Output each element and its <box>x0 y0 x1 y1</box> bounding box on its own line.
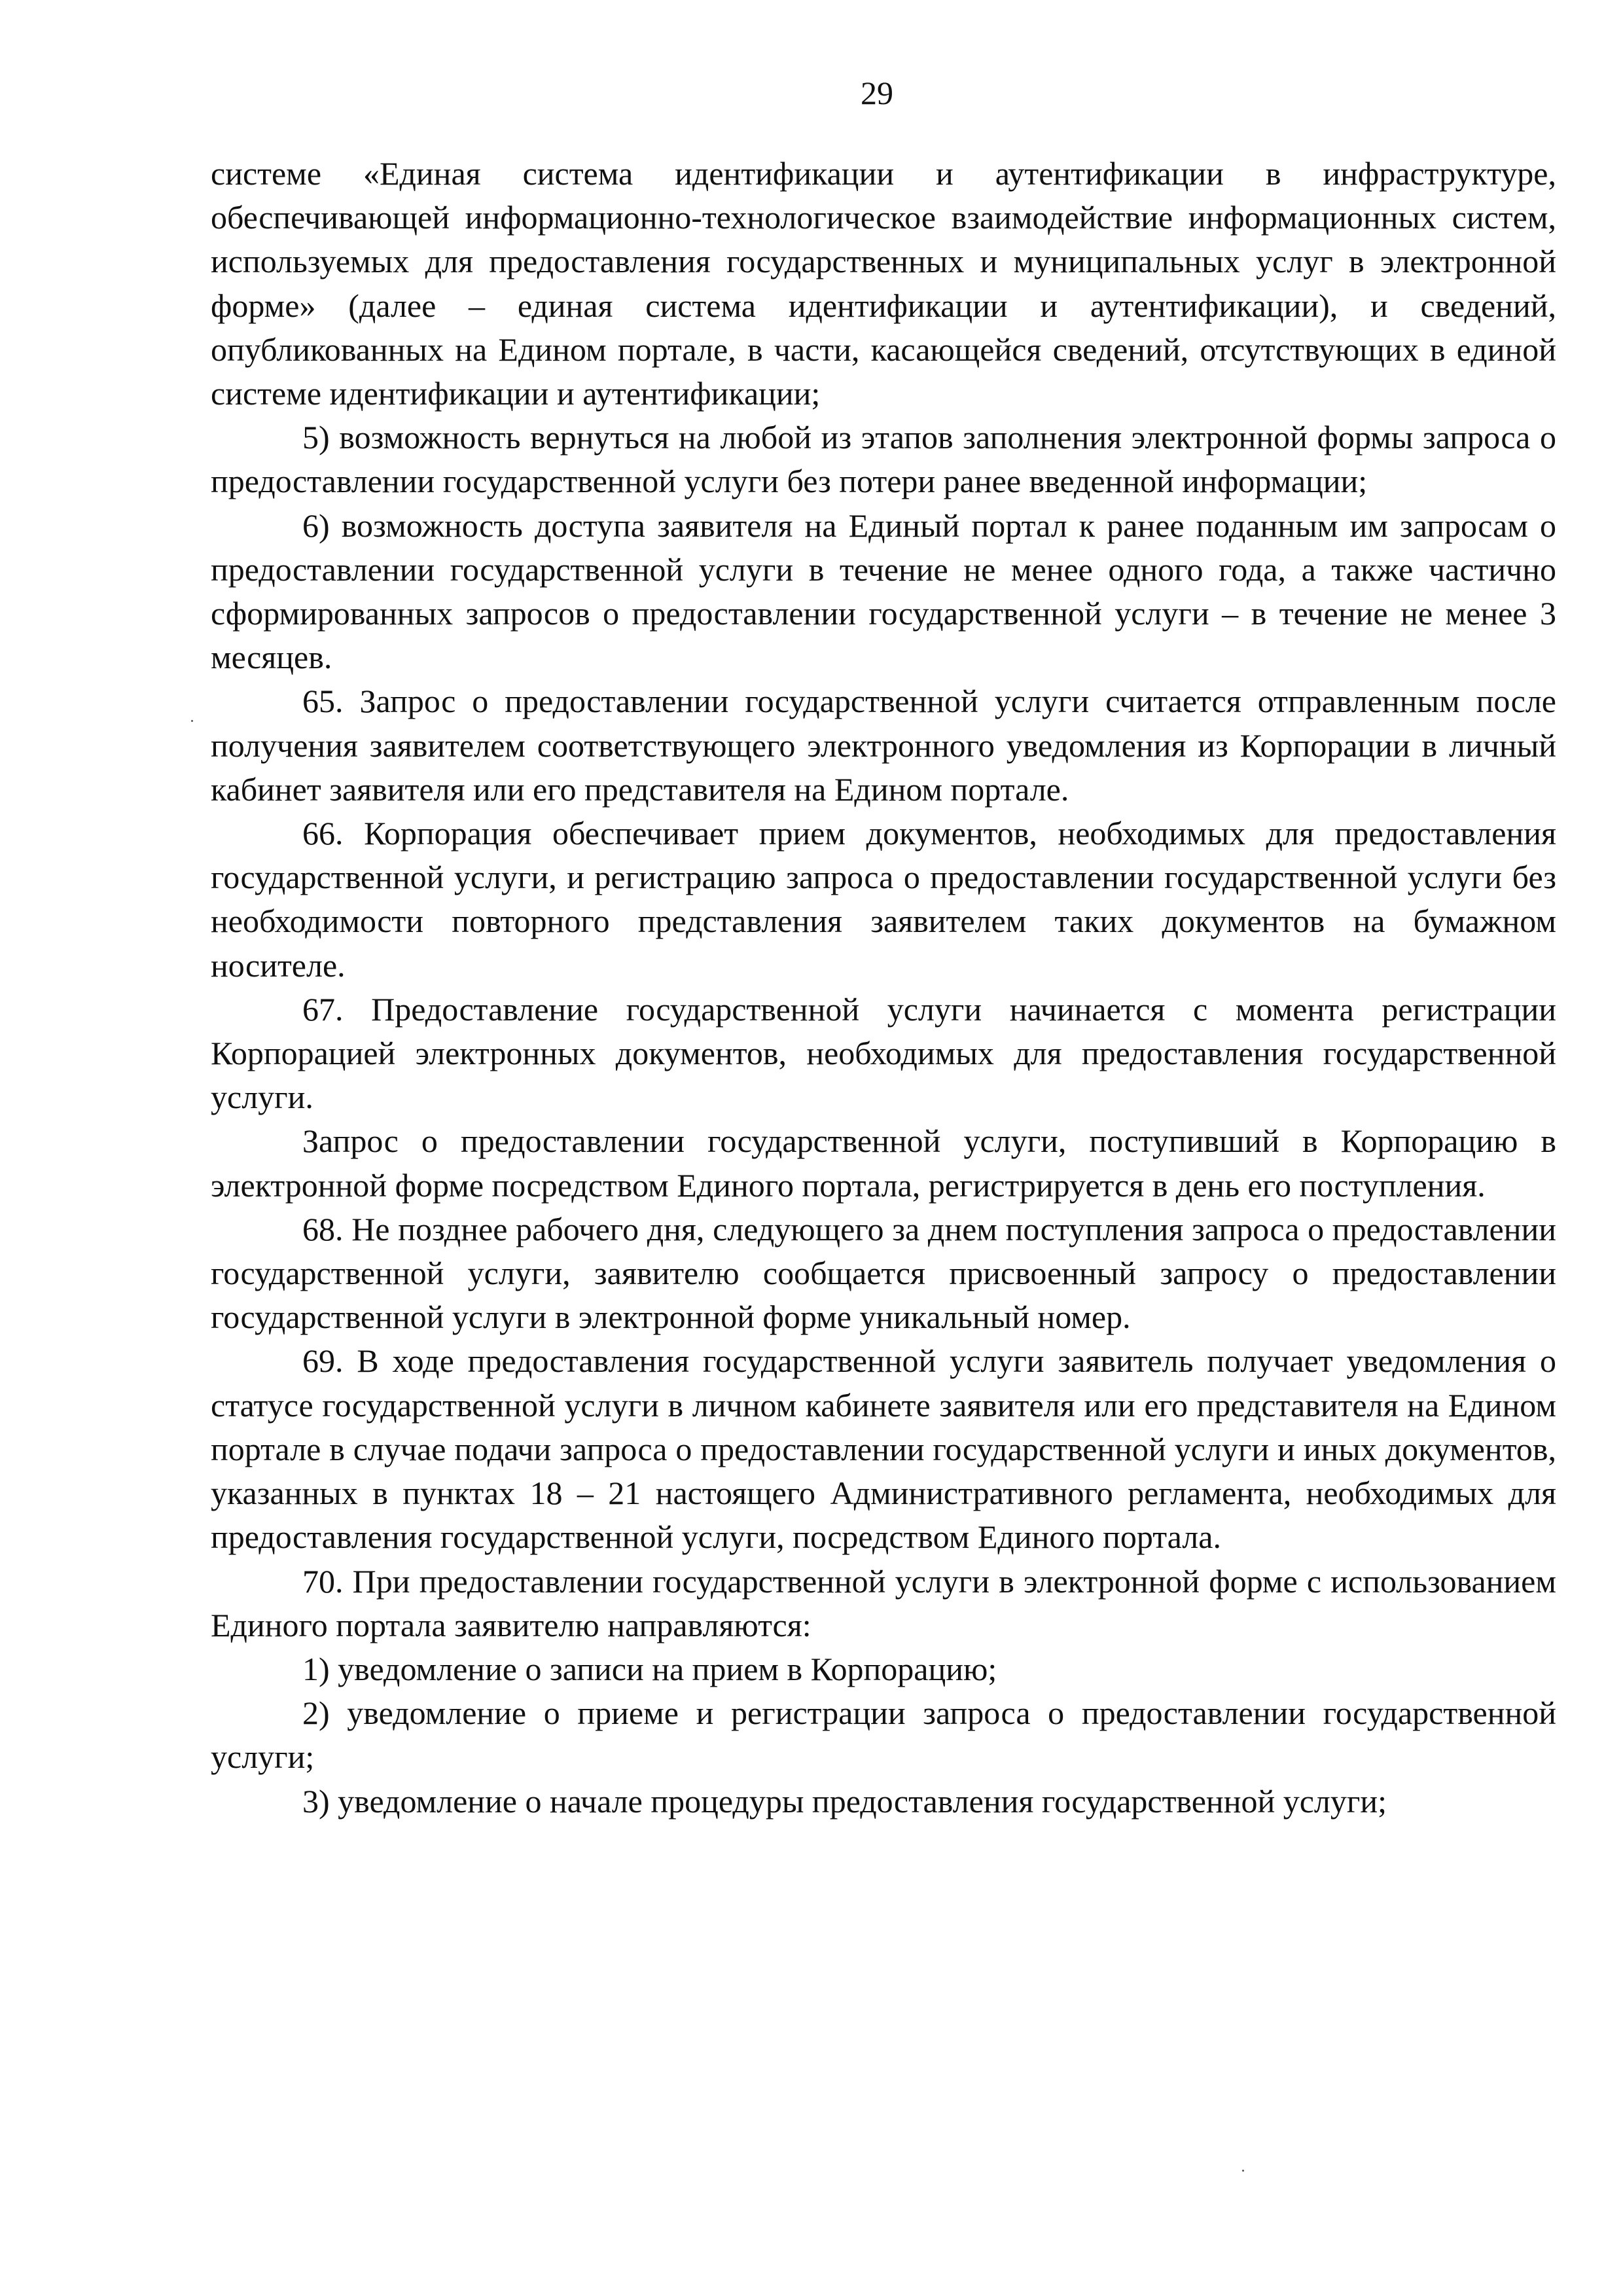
paragraph-70-item-1: 1) уведомление о записи на прием в Корпорацию; <box>302 1650 997 1687</box>
scan-speck <box>191 720 193 722</box>
paragraph-68: 68. Не позднее рабочего дня, следующего за днем поступления запроса о предоставлении государственной услуги, заявителю сообщается присвоенный запросу о предоставлении государственной услуги в электронной форме уникальный номер. <box>211 1210 1556 1336</box>
paragraph-67-request: Запрос о предоставлении государственной услуги, поступивший в Корпорацию в электронной форме посредством Единого портала, регистрируется в день его поступления. <box>211 1122 1556 1204</box>
paragraph-66: 66. Корпорация обеспечивает прием документов, необходимых для предоставления государственной услуги, и регистрацию запроса о предоставлении государственной услуги без необходимости повторного представления заявителем таких документов на бумажном носителе. <box>211 815 1556 984</box>
paragraph-70-item-3: 3) уведомление о начале процедуры предоставления государственной услуги; <box>302 1782 1387 1820</box>
scan-speck <box>1242 2170 1244 2172</box>
page-number: 29 <box>861 75 893 111</box>
paragraph-70-item-2: 2) уведомление о приеме и регистрации запроса о предоставлении государственной услуги; <box>211 1695 1556 1776</box>
paragraph-item-5: 5) возможность вернуться на любой из этапов заполнения электронной формы запроса о предоставлении государственной услуги без потери ранее введенной информации; <box>211 419 1556 500</box>
paragraph-67: 67. Предоставление государственной услуги начинается с момента регистрации Корпорацией электронных документов, необходимых для предоставления государственной услуги. <box>211 990 1556 1116</box>
paragraph-item-6: 6) возможность доступа заявителя на Единый портал к ранее поданным им запросам о предоставлении государственной услуги в течение не менее одного года, а также частично сформированных запросов о предоставлении государственной услуги – в течение не менее 3 месяцев. <box>211 507 1556 676</box>
paragraph-continuation: системе «Единая система идентификации и аутентификации в инфраструктуре, обеспечивающей информационно-технологическое взаимодействие информационных систем, используемых для предоставления государственных и муниципальных услуг в электронной форме» (далее – единая система идентификации и аутентификации), и сведений, опубликованных на Едином портале, в части, касающейся сведений, отсутствующих в единой системе идентификации и аутентификации; <box>211 155 1556 412</box>
paragraph-69: 69. В ходе предоставления государственной услуги заявитель получает уведомления о статусе государственной услуги в личном кабинете заявителя или его представителя на Едином портале в случае подачи запроса о предоставлении государственной услуги и иных документов, указанных в пунктах 18 – 21 настоящего Административного регламента, необходимых для предоставления государственной услуги, посредством Единого портала. <box>211 1342 1556 1556</box>
paragraph-65: 65. Запрос о предоставлении государственной услуги считается отправленным после получения заявителем соответствующего электронного уведомления из Корпорации в личный кабинет заявителя или его представителя на Едином портале. <box>211 683 1556 808</box>
document-body <box>211 152 1556 1823</box>
paragraph-70: 70. При предоставлении государственной услуги в электронной форме с использованием Единого портала заявителю направляются: <box>211 1562 1556 1643</box>
